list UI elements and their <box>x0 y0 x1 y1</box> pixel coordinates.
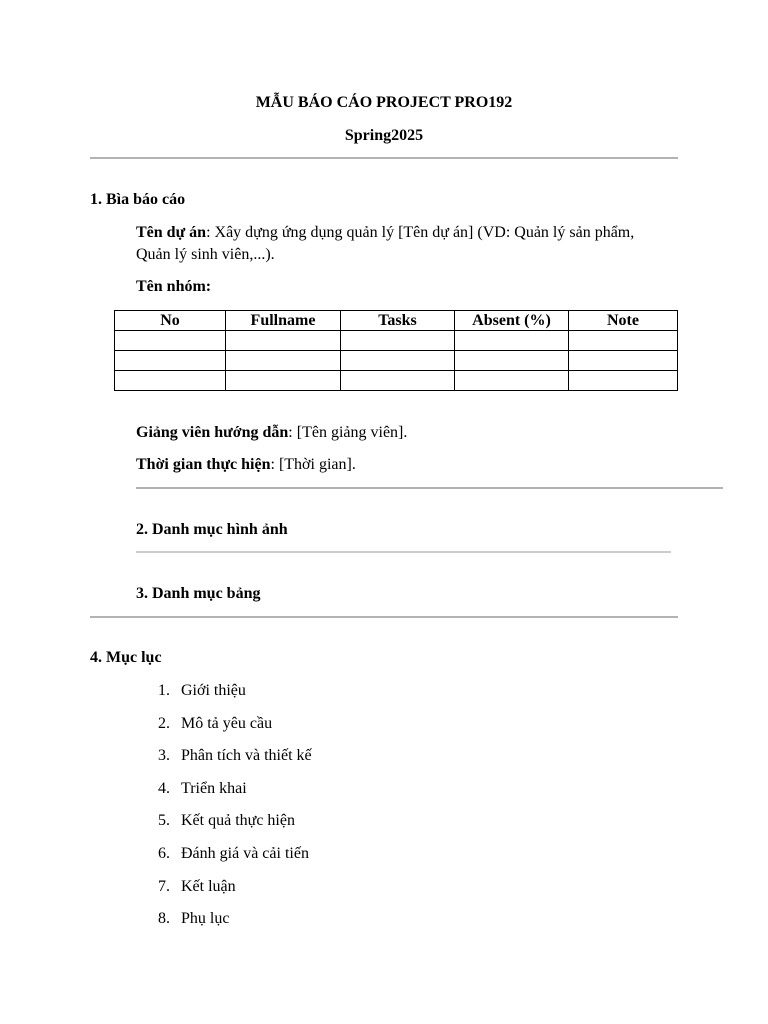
table-row <box>115 371 678 391</box>
list-item-number: 4. <box>158 779 170 797</box>
table-cell <box>226 331 341 351</box>
table-cell <box>341 351 455 371</box>
section-heading-tables: 3. Danh mục bảng <box>136 585 261 602</box>
project-name-line-1 <box>136 222 696 244</box>
table-cell <box>455 331 569 351</box>
list-item-label: Đánh giá và cải tiến <box>181 844 309 862</box>
divider <box>90 616 678 618</box>
list-item-number: 8. <box>158 910 170 928</box>
table-cell <box>569 331 678 351</box>
list-item-label: Phụ lục <box>181 910 230 928</box>
table-cell <box>226 351 341 371</box>
list-item <box>158 713 312 746</box>
section-heading-cover: 1. Bìa báo cáo <box>90 191 186 208</box>
time-label: Thời gian thực hiện <box>136 456 271 473</box>
list-item <box>158 810 312 843</box>
list-item <box>158 745 312 778</box>
project-name-label: Tên dự án <box>136 224 207 241</box>
col-header-note: Note <box>569 311 678 331</box>
table-cell <box>569 351 678 371</box>
list-item <box>158 778 312 811</box>
list-item-label: Mô tả yêu cầu <box>181 714 273 732</box>
list-item-number: 1. <box>158 682 170 699</box>
list-item-number: 5. <box>158 812 170 830</box>
table-cell <box>341 371 455 391</box>
team-name-label: Tên nhóm: <box>136 278 212 295</box>
time-line <box>136 454 356 476</box>
list-item-number: 7. <box>158 877 170 895</box>
list-item-label: Phân tích và thiết kế <box>181 747 312 765</box>
list-item <box>158 876 312 909</box>
list-item-label: Kết quả thực hiện <box>181 812 295 830</box>
table-cell <box>455 371 569 391</box>
divider <box>90 157 678 159</box>
document-subtitle: Spring2025 <box>344 127 424 144</box>
document-title: MẪU BÁO CÁO PROJECT PRO192 <box>255 94 513 111</box>
table-cell <box>341 331 455 351</box>
list-item <box>158 908 312 941</box>
list-item-label: Kết luận <box>181 877 236 895</box>
list-item-number: 2. <box>158 714 170 732</box>
divider <box>136 487 723 489</box>
project-name-text: : Xây dựng ứng dụng quản lý [Tên dự án] (VD: Quản lý sản phẩm, <box>206 224 635 241</box>
team-members-table <box>114 310 678 391</box>
time-text: : [Thời gian]. <box>270 456 356 473</box>
table-cell <box>569 371 678 391</box>
project-name-paragraph <box>136 222 696 266</box>
table-cell <box>115 331 226 351</box>
table-cell <box>115 351 226 371</box>
col-header-fullname: Fullname <box>226 311 341 331</box>
table-cell <box>115 371 226 391</box>
list-item-label: Giới thiệu <box>181 682 246 699</box>
section-heading-toc: 4. Mục lục <box>90 649 162 666</box>
col-header-tasks: Tasks <box>341 311 455 331</box>
advisor-line <box>136 422 407 444</box>
table-header-row <box>115 311 678 331</box>
table-of-contents-list <box>158 680 312 941</box>
advisor-text: : [Tên giảng viên]. <box>288 424 408 441</box>
table-row <box>115 351 678 371</box>
section-heading-figures: 2. Danh mục hình ảnh <box>136 521 288 538</box>
advisor-label: Giảng viên hướng dẫn <box>136 424 289 441</box>
table-cell <box>226 371 341 391</box>
divider <box>136 551 671 553</box>
col-header-no: No <box>115 311 226 331</box>
list-item <box>158 680 312 713</box>
list-item-label: Triển khai <box>181 779 247 797</box>
table-cell <box>455 351 569 371</box>
project-name-line-2: Quản lý sinh viên,...). <box>136 246 275 263</box>
table-row <box>115 331 678 351</box>
list-item <box>158 843 312 876</box>
col-header-absent: Absent (%) <box>455 311 569 331</box>
list-item-number: 6. <box>158 844 170 862</box>
list-item-number: 3. <box>158 747 170 765</box>
